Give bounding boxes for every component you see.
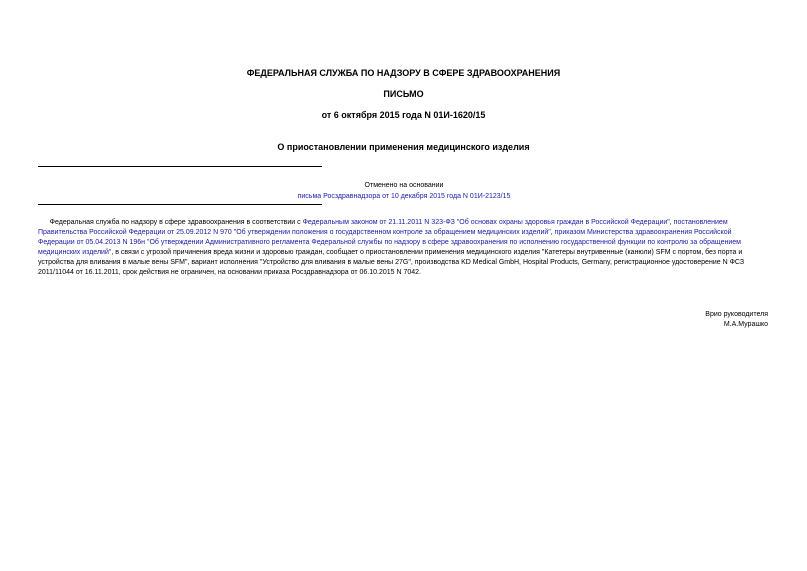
body-line-5: устройства для вливания в малые вены SFM", вариант исполнения "Устройство для вливания в малые вены 27G", производства KD Medical GmbH, Hospital Products, Germany, регистрационное удостоверение N ФСЗ bbox=[38, 259, 745, 266]
body-line-2 bbox=[38, 228, 807, 238]
ministry-order-link[interactable]: приказом Министерства здравоохранения Российской bbox=[554, 229, 732, 236]
body-text-segment: , bbox=[669, 219, 674, 226]
cancellation-label: Отменено на основании bbox=[364, 182, 444, 189]
body-line-4 bbox=[38, 248, 807, 258]
federal-law-link[interactable]: Федеральным законом от 21.11.2011 N 323-ФЗ "Об основах охраны здоровья граждан в Российской Федерации" bbox=[302, 219, 670, 226]
ministry-order-link-cont[interactable]: Федерации от 05.04.2013 N 196н "Об утверждении Административного регламента Федеральной службы по надзору в сфере здравоохранения по исполнению государственной функции по контролю за обращением bbox=[38, 239, 741, 246]
body-text-segment: , в связи с угрозой причинения вреда жизни и здоровью граждан, сообщает о приостановлении применения медицинского изделия "Катетеры внутривенные (канюли) SFM с портом, без порта и bbox=[111, 249, 743, 256]
divider-bottom bbox=[38, 204, 322, 205]
document-type: ПИСЬМО bbox=[383, 89, 424, 99]
body-line-1 bbox=[38, 218, 807, 228]
ministry-order-link-end[interactable]: медицинских изделий" bbox=[38, 249, 112, 256]
body-text-segment: Федеральная служба по надзору в сфере здравоохранения в соответствии с bbox=[49, 219, 303, 226]
government-decree-link[interactable]: постановлением bbox=[673, 219, 728, 226]
letter-body bbox=[38, 218, 807, 278]
document-subject: О приостановлении применения медицинского изделия bbox=[277, 142, 530, 152]
signature-title: Врио руководителя bbox=[705, 311, 768, 318]
signature-name: М.А.Мурашко bbox=[723, 321, 768, 328]
body-text-segment: , bbox=[550, 229, 555, 236]
cancellation-link[interactable]: письма Росздравнадзора от 10 декабря 2015 года N 01И-2123/15 bbox=[297, 193, 511, 200]
body-line-6: 2011/11044 от 16.11.2011, срок действия не ограничен, на основании приказа Росздравнадзора от 06.10.2015 N 7042. bbox=[38, 269, 421, 276]
government-decree-link-cont[interactable]: Правительства Российской Федерации от 25.09.2012 N 970 "Об утверждении положения о государственном контроле за обращением медицинских изделий" bbox=[38, 229, 551, 236]
document-date-number: от 6 октября 2015 года N 01И-1620/15 bbox=[321, 110, 486, 120]
agency-title: ФЕДЕРАЛЬНАЯ СЛУЖБА ПО НАДЗОРУ В СФЕРЕ ЗДРАВООХРАНЕНИЯ bbox=[246, 68, 561, 78]
divider-top bbox=[38, 166, 322, 167]
body-line-3 bbox=[38, 238, 807, 248]
